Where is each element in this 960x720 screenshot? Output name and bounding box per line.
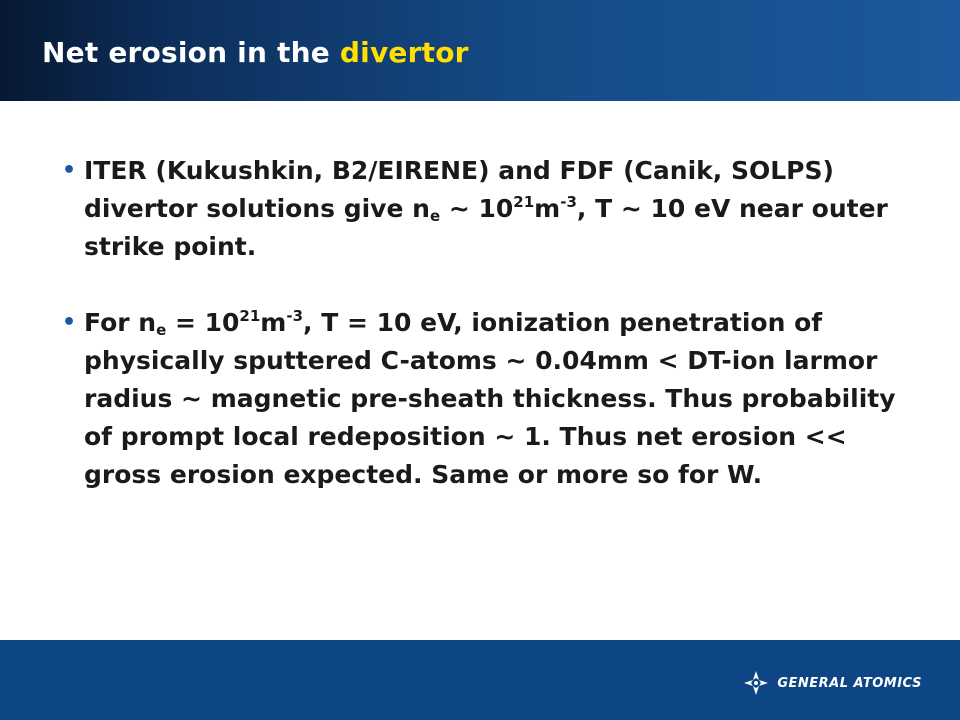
subscript: e	[429, 207, 441, 225]
slide-title	[42, 36, 469, 69]
bullet-item	[62, 152, 912, 266]
title-bar	[0, 0, 960, 101]
slide-title-main: Net erosion in the	[42, 36, 330, 69]
bullet-dot-icon: •	[62, 310, 77, 335]
slide-title-highlight: divertor	[339, 36, 469, 69]
bullet-text	[84, 308, 896, 489]
slide-body	[62, 152, 912, 532]
bullet-item	[62, 304, 912, 494]
superscript: -3	[560, 193, 577, 211]
general-atomics-logo-icon	[743, 670, 769, 696]
bullet-text-part: m	[534, 194, 561, 223]
bullet-text-part: , T ~ 10 eV near outer strike point.	[84, 194, 888, 261]
subscript: e	[156, 321, 167, 339]
logo-text: GENERAL ATOMICS	[777, 675, 922, 691]
bullet-text-part: = 10	[166, 308, 240, 337]
superscript: -3	[286, 307, 304, 325]
bullet-text	[84, 156, 888, 261]
bullet-text-part: ITER (Kukushkin, B2/EIRENE) and FDF (Canik, SOLPS) divertor solutions give n	[84, 156, 834, 223]
bullet-text-part: ~ 10	[440, 194, 514, 223]
bullet-dot-icon: •	[62, 158, 77, 183]
bullet-text-part: For n	[84, 308, 157, 337]
bullet-text-part: m	[260, 308, 287, 337]
superscript: 21	[513, 193, 535, 211]
company-logo	[743, 670, 922, 696]
bullet-text-part: , T = 10 eV, ionization penetration of physically sputtered C-atoms ~ 0.04mm < DT-ion larmor radius ~ magnetic pre-sheath thickness. Thus probability of prompt local redeposition ~ 1. Thus net erosion << gross erosion expected. Same or more so for W.	[84, 308, 896, 489]
superscript: 21	[239, 307, 261, 325]
